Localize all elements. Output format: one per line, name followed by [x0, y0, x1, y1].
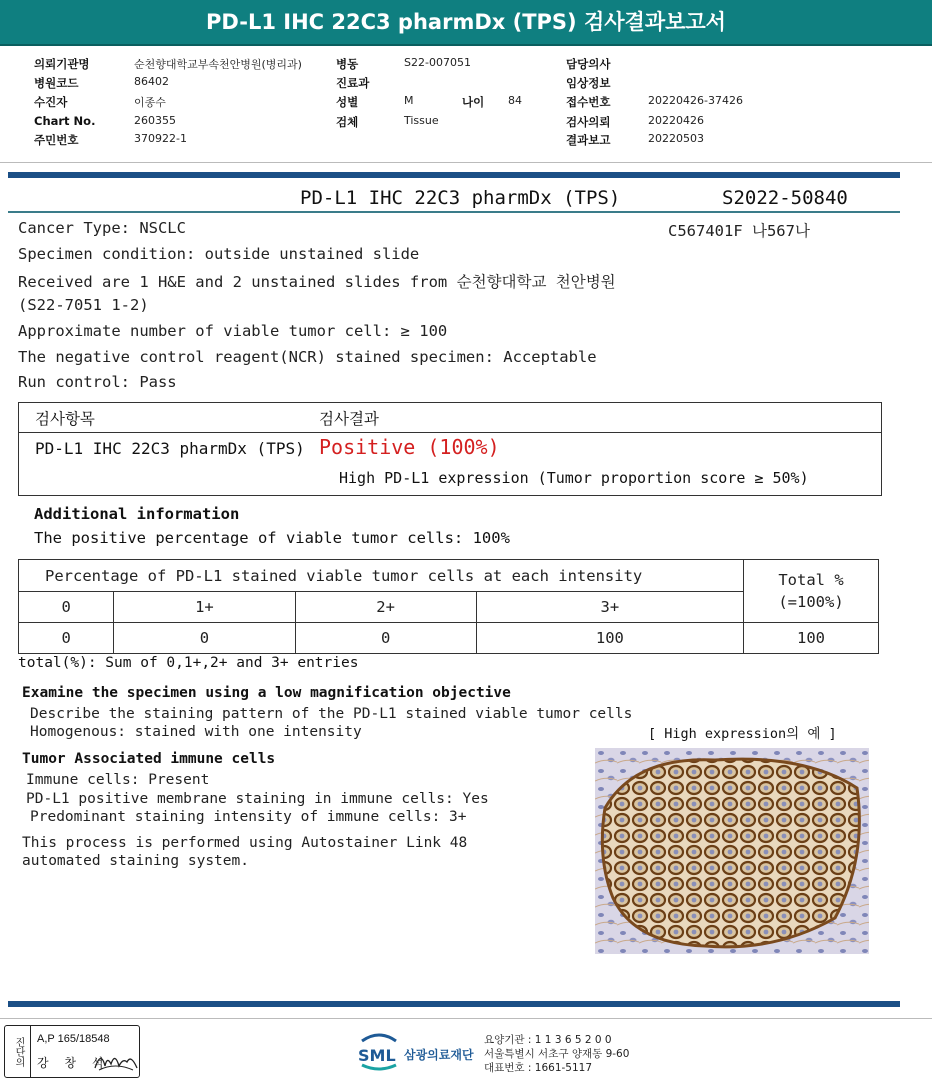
examine-line: Homogenous: stained with one intensity [30, 724, 362, 740]
resident-value: 370922-1 [134, 132, 187, 145]
specimen-value: Tissue [404, 114, 439, 127]
report-code: C567401F 나567나 [668, 222, 810, 240]
address-line: 대표번호 : 1661-5117 [484, 1062, 593, 1074]
request-label: 검사의뢰 [566, 115, 611, 129]
title-rule [8, 211, 900, 213]
result-box-header [19, 403, 881, 433]
patient-info [0, 54, 932, 154]
immune-line: Immune cells: Present [26, 772, 210, 788]
viable-cell-count: Approximate number of viable tumor cell: ≥ 100 [18, 322, 448, 340]
stamp-side-label: 진단의 [5, 1026, 31, 1077]
hospital-code-value: 86402 [134, 75, 169, 88]
intensity-total: 100 [744, 623, 879, 654]
svg-text:SML: SML [358, 1046, 396, 1065]
sex-value: M [404, 94, 414, 107]
clinical-label: 임상정보 [566, 76, 611, 90]
additional-text: The positive percentage of viable tumor cells: 100% [34, 529, 510, 547]
result-value: 20220503 [648, 132, 704, 145]
test-item: PD-L1 IHC 22C3 pharmDx (TPS) [35, 439, 305, 458]
info-divider [0, 162, 932, 163]
intensity-header: 1+ [114, 592, 295, 623]
footer [0, 1018, 932, 1089]
dept-label: 진료과 [336, 76, 370, 90]
test-item-header: 검사항목 [35, 410, 95, 428]
result-label: 결과보고 [566, 133, 611, 147]
ward-value: S22-007051 [404, 56, 471, 69]
receipt-label: 접수번호 [566, 95, 611, 109]
patient-value: 이종수 [134, 96, 166, 109]
result-box [18, 402, 882, 496]
examine-heading: Examine the specimen using a low magnification objective [22, 685, 511, 701]
specimen-label: 검체 [336, 115, 359, 129]
image-caption: [ High expression의 예 ] [648, 726, 837, 742]
intensity-header: 2+ [295, 592, 476, 623]
intensity-table [18, 559, 879, 654]
request-value: 20220426 [648, 114, 704, 127]
intensity-header: 0 [19, 592, 114, 623]
table-note: total(%): Sum of 0,1+,2+ and 3+ entries [18, 655, 359, 671]
sml-logo-icon [356, 1031, 402, 1071]
signature-icon [93, 1048, 139, 1074]
sex-label: 성별 [336, 95, 359, 109]
patient-label: 수진자 [34, 95, 68, 109]
hospital-code-label: 병원코드 [34, 76, 79, 90]
total-header-line2: (=100%) [778, 593, 844, 611]
age-value: 84 [508, 94, 522, 107]
intensity-value: 100 [476, 623, 743, 654]
total-header-line1: Total % [778, 571, 844, 589]
cancer-type: Cancer Type: NSCLC [18, 219, 186, 237]
intensity-value-row [19, 623, 879, 654]
report-title: PD-L1 IHC 22C3 pharmDx (TPS) [300, 187, 621, 209]
additional-heading: Additional information [34, 505, 240, 523]
immune-heading: Tumor Associated immune cells [22, 751, 276, 767]
negative-control: The negative control reagent(NCR) stained specimen: Acceptable [18, 348, 597, 366]
process-line: This process is performed using Autostainer Link 48 [22, 835, 468, 851]
immune-line: PD-L1 positive membrane staining in immune cells: Yes [26, 791, 489, 807]
stamp-license: A,P 165/18548 [37, 1033, 110, 1045]
pathologist-name: 강 창 석 [37, 1056, 110, 1070]
intensity-value: 0 [295, 623, 476, 654]
test-result-header: 검사결과 [319, 410, 379, 428]
pathologist-stamp [4, 1025, 140, 1078]
intensity-header: 3+ [476, 592, 743, 623]
top-rule [8, 172, 900, 178]
total-header [744, 560, 879, 623]
run-control: Run control: Pass [18, 373, 177, 391]
foundation-address [484, 1033, 629, 1075]
expression-level: High PD-L1 expression (Tumor proportion score ≥ 50%) [339, 469, 809, 487]
doctor-label: 담당의사 [566, 57, 611, 71]
intensity-caption: Percentage of PD-L1 stained viable tumor cells at each intensity [19, 560, 744, 592]
report-id: S2022-50840 [722, 187, 848, 209]
address-line: 서울특별시 서초구 양재동 9-60 [484, 1048, 630, 1060]
immune-line: Predominant staining intensity of immune cells: 3+ [30, 809, 467, 825]
intensity-value: 0 [19, 623, 114, 654]
resident-label: 주민번호 [34, 133, 79, 147]
report-body [0, 165, 932, 1010]
process-line: automated staining system. [22, 853, 249, 869]
slide-id: (S22-7051 1-2) [18, 296, 149, 314]
age-label: 나이 [462, 95, 485, 109]
ward-label: 병동 [336, 57, 359, 71]
report-banner: PD-L1 IHC 22C3 pharmDx (TPS) 검사결과보고서 [0, 0, 932, 46]
histology-image [595, 748, 869, 954]
chart-label: Chart No. [34, 114, 96, 128]
examine-line: Describe the staining pattern of the PD-L1 stained viable tumor cells [30, 706, 633, 722]
intensity-value: 0 [114, 623, 295, 654]
receipt-value: 20220426-37426 [648, 94, 743, 107]
institution-label: 의뢰기관명 [34, 57, 90, 71]
received-slides: Received are 1 H&E and 2 unstained slides from 순천향대학교 천안병원 [18, 273, 616, 291]
foundation-name: 삼광의료재단 [404, 1048, 474, 1062]
positive-result: Positive (100%) [319, 435, 500, 459]
specimen-condition: Specimen condition: outside unstained slide [18, 245, 420, 263]
chart-value: 260355 [134, 114, 176, 127]
address-line: 요양기관 : 1 1 3 6 5 2 0 0 [484, 1034, 612, 1046]
bottom-rule [8, 1001, 900, 1007]
institution-value: 순천향대학교부속천안병원(병리과) [134, 58, 302, 71]
